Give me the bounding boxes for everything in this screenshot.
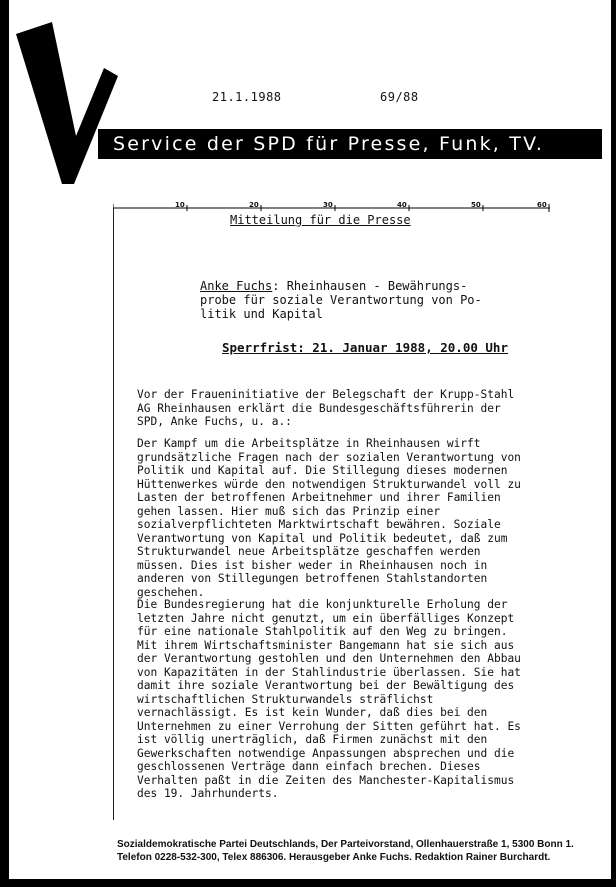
service-banner: Service der SPD für Presse, Funk, TV.: [98, 129, 602, 159]
headline-line: : Rheinhausen - Bewährungs-: [272, 279, 468, 293]
embargo-notice: Sperrfrist: 21. Januar 1988, 20.00 Uhr: [222, 340, 508, 355]
scan-border-bottom: [0, 879, 616, 887]
ruler-label: 30: [323, 201, 333, 209]
ruler-label: 20: [249, 201, 259, 209]
scan-border-left: [0, 0, 9, 887]
ruler-label: 50: [471, 201, 481, 209]
v-logo-icon: [14, 16, 124, 186]
footer-imprint: [117, 838, 574, 864]
margin-line: [113, 208, 114, 820]
headline-name: Anke Fuchs: [200, 279, 273, 293]
release-date: 21.1.1988: [212, 90, 282, 104]
footer-line: Telefon 0228-532-300, Telex 886306. Herausgeber Anke Fuchs. Redaktion Rainer Burchardt.: [117, 852, 551, 863]
body-paragraph: Vor der Fraueninitiative der Belegschaft der Krupp-Stahl AG Rheinhausen erklärt die Bundesgeschäftsführerin der SPD, Anke Fuchs, u. a.:: [137, 388, 515, 428]
headline-line: probe für soziale Verantwortung von Po-: [200, 293, 482, 307]
document-type-label: Mitteilung für die Presse: [230, 213, 411, 227]
headline: [200, 279, 482, 321]
ruler-label: 60: [537, 201, 547, 209]
headline-line: litik und Kapital: [200, 307, 323, 321]
body-paragraph: Der Kampf um die Arbeitsplätze in Rheinhausen wirft grundsätzliche Fragen nach der sozialen Verantwortung von Politik und Kapital auf. Die Stillegung dieses modernen Hüttenwerkes würde den notwendigen Strukturwandel voll zu Lasten der betroffenen Arbeitnehmer und ihrer Familien gehen lassen. Hier muß sich das Prinzip einer sozialverpflichteten Marktwirtschaft bewähren. Soziale Verantwortung von Kapital und Politik bedeutet, daß zum Strukturwandel neue Arbeitsplätze geschaffen werden müssen. Dies ist bisher weder in Rheinhausen noch in anderen von Stillegungen betroffenen Stahlstandorten geschehen.: [137, 437, 521, 599]
footer-line: Sozialdemokratische Partei Deutschlands, Der Parteivorstand, Ollenhauerstraße 1, 5300 Bonn 1.: [117, 839, 574, 850]
release-number: 69/88: [380, 90, 419, 104]
ruler-label: 10: [175, 201, 185, 209]
body-paragraph: Die Bundesregierung hat die konjunkturelle Erholung der letzten Jahre nicht genutzt, um ein überfälliges Konzept für eine nationale Stahlpolitik auf den Weg zu bringen. Mit ihrem Wirtschaftsminister Bangemann hat sie sich aus der Verantwortung gestohlen und den Unternehmen den Abbau von Kapazitäten in der Stahlindustrie überlassen. Sie hat damit ihre soziale Verantwortung bei der Bewältigung des wirtschaftlichen Strukturwandels sträflichst vernachlässigt. Es ist kein Wunder, daß dies bei den Unternehmen zu einer Verrohung der Sitten geführt hat. Es ist völlig unerträglich, daß Firmen zunächst mit den Gewerkschaften notwendige Anpassungen absprechen und die geschlossenen Verträge dann einfach brechen. Dieses Verhalten paßt in die Zeiten des Manchester-Kapitalismus des 19. Jahrhunderts.: [137, 598, 521, 800]
ruler-label: 40: [397, 201, 407, 209]
scan-border-right: [611, 0, 616, 887]
